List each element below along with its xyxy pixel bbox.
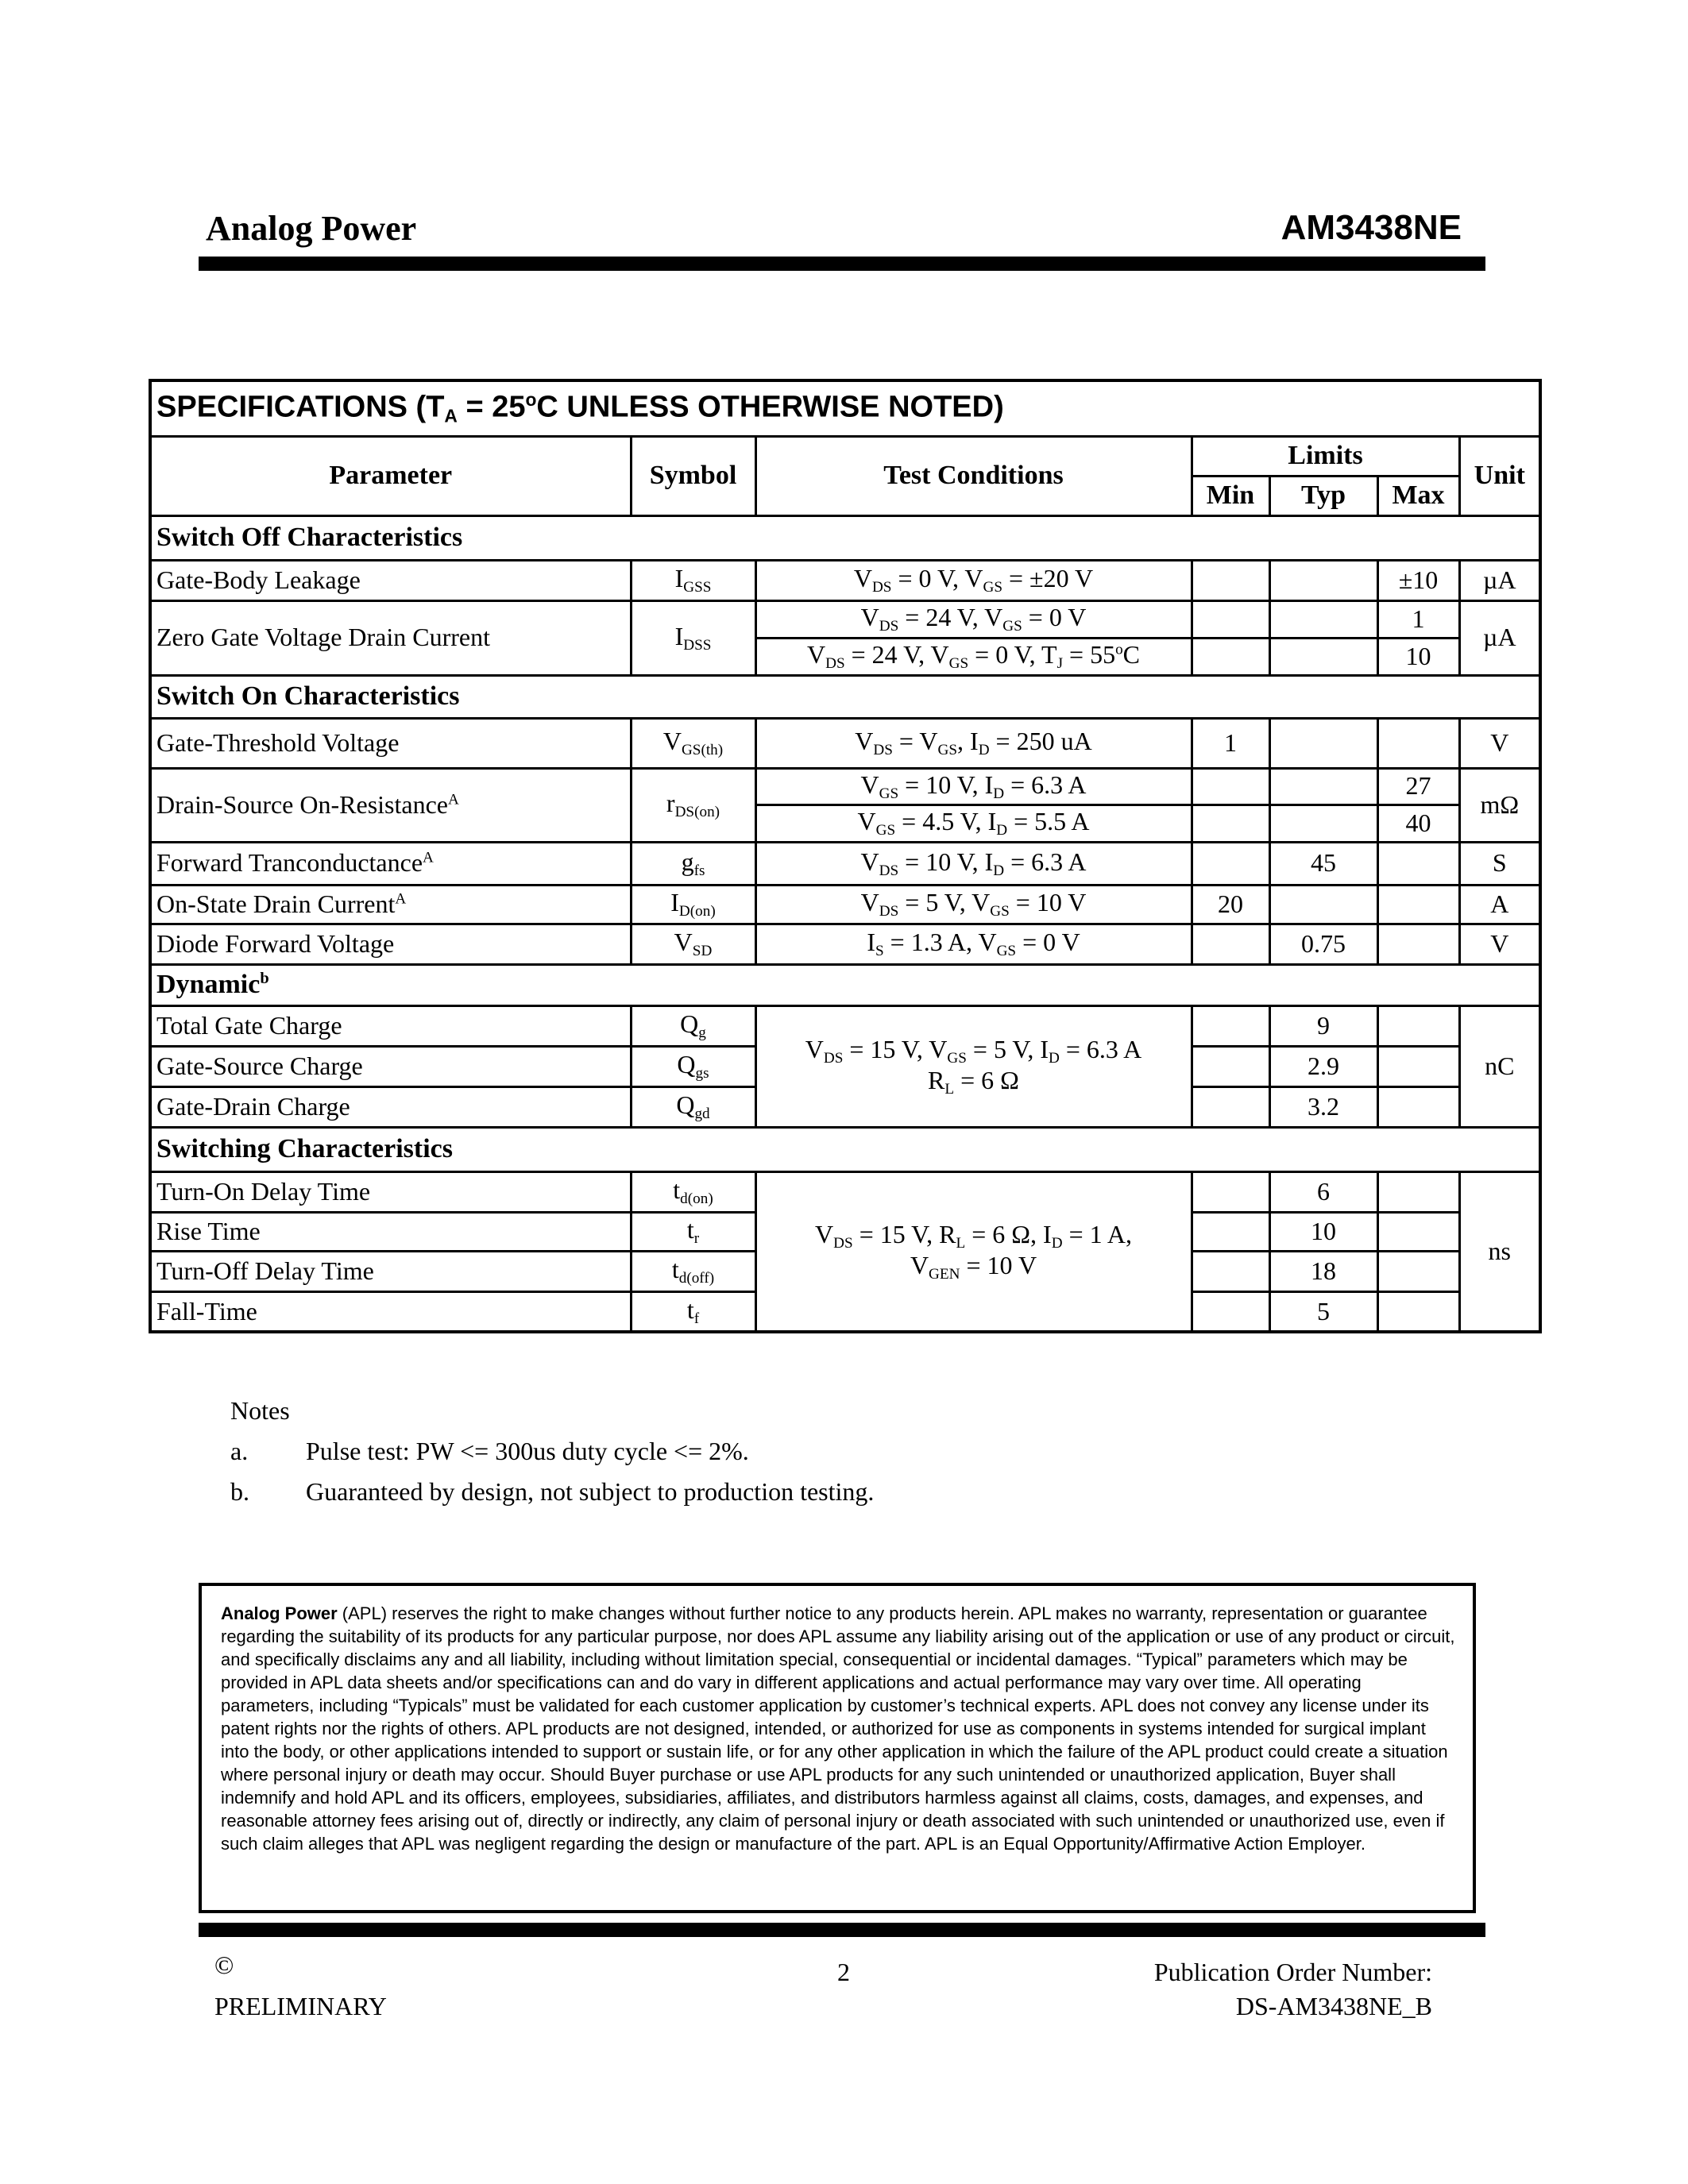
min xyxy=(1192,638,1269,675)
header-min: Min xyxy=(1192,476,1269,515)
text-segment: GS xyxy=(990,902,1010,920)
max xyxy=(1377,718,1459,768)
param xyxy=(150,560,631,600)
text-segment: I xyxy=(867,928,875,957)
text-segment: A xyxy=(447,791,459,808)
text-segment: C UNLESS OTHERWISE NOTED) xyxy=(536,391,1004,425)
min xyxy=(1192,768,1269,805)
typ xyxy=(1269,560,1377,600)
text-segment: t xyxy=(686,1215,694,1244)
text-segment: I xyxy=(674,621,684,650)
unit: ns xyxy=(1459,1171,1540,1332)
text-segment: GS xyxy=(1002,617,1022,635)
symbol xyxy=(631,842,755,885)
text-segment: gd xyxy=(694,1105,710,1122)
text-segment: Q xyxy=(677,1050,696,1079)
text-segment: DS xyxy=(823,1049,844,1067)
text-segment: = 6.3 A xyxy=(1059,1034,1142,1063)
symbol xyxy=(631,1005,755,1046)
symbol xyxy=(631,1251,755,1291)
text-segment: Gate-Source Charge xyxy=(156,1051,363,1080)
unit: S xyxy=(1459,842,1540,885)
text-segment: I xyxy=(670,888,679,917)
text-segment: t xyxy=(673,1175,681,1205)
conditions xyxy=(755,718,1192,768)
text-segment: = 6 Ω, I xyxy=(965,1219,1052,1248)
param xyxy=(150,1171,631,1212)
symbol xyxy=(631,768,755,842)
max xyxy=(1377,885,1459,924)
text-segment: S xyxy=(875,942,884,959)
text-segment: d(on) xyxy=(680,1190,713,1207)
text-segment: Forward Tranconductance xyxy=(156,848,423,878)
text-segment: Diode Forward Voltage xyxy=(156,928,395,958)
table-row xyxy=(150,1005,1540,1046)
text-segment: V xyxy=(860,770,879,799)
text-segment: Gate-Threshold Voltage xyxy=(156,727,400,757)
text-segment: DS xyxy=(873,741,893,758)
param xyxy=(150,1251,631,1291)
text-segment: GS xyxy=(996,942,1017,959)
text-segment: Turn-Off Delay Time xyxy=(156,1256,374,1285)
text-segment: o xyxy=(525,389,537,411)
text-segment: A xyxy=(444,405,458,426)
disclaimer-text: (APL) reserves the right to make changes without further notice to any products herein. APL makes no warranty, representation or guarantee regarding the suitability of its products for any particular purpose, nor does APL assume any liability arising out of the application or use of any product or circuit, and specifically disclaims any and all liability, including without limitation special, consequential or incidental damages. “Typical” parameters which may be provided in APL data sheets and/or specifications can and do vary in different applications and actual performance may vary over time. All operating parameters, including “Typicals” must be validated for each customer application by customer’s technical experts. APL does not convey any license under its patent rights nor the rights of others. APL products are not designed, intended, or authorized for use as components in systems intended for surgical implant into the body, or other applications intended to support or sustain life, or for any other application in which the failure of the APL product could create a situation where personal injury or death may occur. Should Buyer purchase or use APL products for any such unintended or unauthorized application, Buyer shall indemnify and hold APL and its officers, employees, subsidiaries, affiliates, and distributors harmless against all claims, costs, damages, and expenses, and reasonable attorney fees arising out of, directly or indirectly, any claim of personal injury or death associated with such unintended or unauthorized use, even if such claim alleges that APL was negligent regarding the design or manufacture of the part. APL is an Equal Opportunity/Affirmative Action Employer. xyxy=(221,1603,1455,1854)
text-segment: V xyxy=(815,1219,834,1248)
text-segment: Q xyxy=(680,1009,699,1039)
text-segment: = 15 V, R xyxy=(852,1219,956,1248)
min xyxy=(1192,1251,1269,1291)
text-segment: DSS xyxy=(683,636,712,654)
text-segment: = 6.3 A xyxy=(1004,847,1087,876)
header-parameter: Parameter xyxy=(150,436,631,515)
text-segment: On-State Drain Current xyxy=(156,889,396,918)
min xyxy=(1192,1086,1269,1127)
text-segment: R xyxy=(928,1065,945,1094)
text-segment: = 10 V, I xyxy=(898,770,994,799)
unit: V xyxy=(1459,924,1540,964)
text-segment: = 24 V, V xyxy=(898,603,1003,632)
table-row xyxy=(150,842,1540,885)
max xyxy=(1377,1171,1459,1212)
typ: 6 xyxy=(1269,1171,1377,1212)
text-segment: V xyxy=(910,1250,929,1279)
text-segment: t xyxy=(686,1295,694,1324)
note-label: b. xyxy=(230,1477,249,1506)
text-segment: J xyxy=(1056,654,1064,672)
specifications-table xyxy=(149,379,1542,1333)
min xyxy=(1192,1212,1269,1251)
text-segment: GS xyxy=(983,578,1002,596)
typ: 18 xyxy=(1269,1251,1377,1291)
text-segment: GEN xyxy=(929,1265,960,1283)
text-segment: Switching Characteristics xyxy=(156,1134,454,1164)
min xyxy=(1192,560,1269,600)
text-segment: V xyxy=(806,640,826,669)
text-segment: = 6 Ω xyxy=(954,1065,1019,1094)
symbol xyxy=(631,1086,755,1127)
status-label: PRELIMINARY xyxy=(214,1992,387,2020)
text-segment: V xyxy=(805,1034,824,1063)
text-segment: = 5 V, V xyxy=(898,888,991,917)
text-segment: = 25 xyxy=(457,391,526,425)
notes xyxy=(230,1396,874,1518)
min: 20 xyxy=(1192,885,1269,924)
text-segment: Switch On Characteristics xyxy=(156,681,460,712)
unit: nC xyxy=(1459,1005,1540,1127)
publication-number: DS-AM3438NE_B xyxy=(1235,1992,1432,2020)
text-segment: V xyxy=(855,727,874,756)
text-segment: Dynamic xyxy=(156,970,261,1000)
text-segment: Drain-Source On-Resistance xyxy=(156,789,448,819)
param xyxy=(150,1046,631,1086)
conditions xyxy=(755,600,1192,638)
brand-name: Analog Power xyxy=(206,209,417,248)
max: 10 xyxy=(1377,638,1459,675)
symbol xyxy=(631,1212,755,1251)
max: ±10 xyxy=(1377,560,1459,600)
unit: µA xyxy=(1459,560,1540,600)
text-segment: t xyxy=(671,1255,679,1284)
symbol xyxy=(631,1291,755,1332)
max xyxy=(1377,1212,1459,1251)
text-segment: g xyxy=(681,847,694,876)
note-text: Pulse test: PW <= 300us duty cycle <= 2%. xyxy=(306,1437,749,1465)
text-segment: GS(th) xyxy=(681,741,724,758)
symbol xyxy=(631,924,755,964)
conditions xyxy=(755,638,1192,675)
text-segment: V xyxy=(860,847,879,876)
text-segment: = 24 V, V xyxy=(844,640,949,669)
max xyxy=(1377,924,1459,964)
typ: 0.75 xyxy=(1269,924,1377,964)
text-segment: I xyxy=(674,564,684,593)
note-item xyxy=(230,1437,874,1477)
max xyxy=(1377,1086,1459,1127)
unit: µA xyxy=(1459,600,1540,675)
param xyxy=(150,885,631,924)
text-segment: , I xyxy=(957,727,979,756)
typ: 9 xyxy=(1269,1005,1377,1046)
symbol xyxy=(631,1171,755,1212)
table-row xyxy=(150,885,1540,924)
text-segment: DS xyxy=(879,902,899,920)
param xyxy=(150,1086,631,1127)
text-segment: V xyxy=(860,888,879,917)
typ: 3.2 xyxy=(1269,1086,1377,1127)
symbol xyxy=(631,560,755,600)
table-row xyxy=(150,1171,1540,1212)
header-symbol: Symbol xyxy=(631,436,755,515)
text-segment: DS xyxy=(833,1234,853,1252)
param xyxy=(150,600,631,675)
table-title xyxy=(150,380,1540,436)
symbol xyxy=(631,1046,755,1086)
text-segment: SD xyxy=(692,942,713,959)
param xyxy=(150,842,631,885)
text-segment: GS xyxy=(947,1049,967,1067)
text-segment: Gate-Body Leakage xyxy=(156,565,361,594)
text-segment: V xyxy=(662,727,682,756)
typ xyxy=(1269,600,1377,638)
table-row xyxy=(150,600,1540,638)
disclaimer-lead: Analog Power xyxy=(221,1603,338,1623)
min xyxy=(1192,1005,1269,1046)
text-segment: = 6.3 A xyxy=(1004,770,1087,799)
text-segment: Total Gate Charge xyxy=(156,1010,342,1040)
max xyxy=(1377,1005,1459,1046)
param xyxy=(150,1212,631,1251)
section-switch-on xyxy=(150,675,1540,718)
typ: 10 xyxy=(1269,1212,1377,1251)
header-limits: Limits xyxy=(1192,436,1459,476)
conditions xyxy=(755,842,1192,885)
typ xyxy=(1269,718,1377,768)
text-segment: DS xyxy=(825,654,845,672)
unit: mΩ xyxy=(1459,768,1540,842)
table-row xyxy=(150,924,1540,964)
text-segment: SPECIFICATIONS (T xyxy=(156,391,445,425)
text-segment: = 0 V, T xyxy=(968,640,1057,669)
symbol xyxy=(631,600,755,675)
text-segment: = 4.5 V, I xyxy=(895,807,997,836)
symbol xyxy=(631,718,755,768)
text-segment: D xyxy=(1051,1234,1063,1252)
text-segment: Q xyxy=(676,1090,695,1120)
text-segment: D xyxy=(1049,1049,1060,1067)
text-segment: DS xyxy=(879,862,899,879)
conditions xyxy=(755,885,1192,924)
typ xyxy=(1269,805,1377,842)
text-segment: D xyxy=(996,821,1008,839)
text-segment: Switch Off Characteristics xyxy=(156,523,463,553)
min xyxy=(1192,1046,1269,1086)
typ: 5 xyxy=(1269,1291,1377,1332)
note-label: a. xyxy=(230,1437,249,1465)
table-row xyxy=(150,718,1540,768)
text-segment: D xyxy=(993,785,1005,802)
min: 1 xyxy=(1192,718,1269,768)
text-segment: = 10 V, I xyxy=(898,847,994,876)
header-unit: Unit xyxy=(1459,436,1540,515)
unit: A xyxy=(1459,885,1540,924)
table-row xyxy=(150,768,1540,805)
text-segment: r xyxy=(666,789,675,818)
text-segment: V xyxy=(857,807,876,836)
text-segment: GS xyxy=(948,654,969,672)
text-segment: = 10 V xyxy=(960,1250,1037,1279)
text-segment: Rise Time xyxy=(156,1216,261,1245)
text-segment: A xyxy=(395,890,407,908)
text-segment: DS xyxy=(871,578,892,596)
text-segment: D(on) xyxy=(678,902,716,920)
text-segment: = 1.3 A, V xyxy=(883,928,997,957)
text-segment: GS xyxy=(875,821,896,839)
param xyxy=(150,1005,631,1046)
copyright-symbol: © xyxy=(214,1951,234,1979)
text-segment: L xyxy=(944,1080,955,1098)
text-segment: GSS xyxy=(683,578,712,596)
conditions xyxy=(755,805,1192,842)
text-segment: = 15 V, V xyxy=(843,1034,948,1063)
typ: 45 xyxy=(1269,842,1377,885)
text-segment: gs xyxy=(695,1064,709,1082)
text-segment: = 0 V xyxy=(1022,603,1087,632)
text-segment: fs xyxy=(693,862,705,879)
text-segment: V xyxy=(860,603,879,632)
text-segment: = 5 V, I xyxy=(966,1034,1049,1063)
param xyxy=(150,768,631,842)
part-number: AM3438NE xyxy=(1280,208,1462,247)
text-segment: D xyxy=(993,862,1005,879)
page-number: 2 xyxy=(837,1958,850,1986)
min xyxy=(1192,842,1269,885)
text-segment: Gate-Drain Charge xyxy=(156,1091,350,1121)
text-segment: f xyxy=(693,1310,700,1327)
text-segment: DS(on) xyxy=(674,803,720,820)
max xyxy=(1377,1291,1459,1332)
footer-rule xyxy=(199,1923,1485,1937)
text-segment: D xyxy=(978,741,990,758)
text-segment: Zero Gate Voltage Drain Current xyxy=(156,623,491,652)
conditions xyxy=(755,924,1192,964)
text-segment: = V xyxy=(892,727,938,756)
text-segment: L xyxy=(956,1234,966,1252)
notes-heading: Notes xyxy=(230,1396,290,1425)
section-switching xyxy=(150,1127,1540,1171)
symbol xyxy=(631,885,755,924)
typ xyxy=(1269,638,1377,675)
conditions xyxy=(755,1171,1192,1332)
note-text: Guaranteed by design, not subject to production testing. xyxy=(306,1477,875,1506)
unit: V xyxy=(1459,718,1540,768)
conditions xyxy=(755,768,1192,805)
max: 27 xyxy=(1377,768,1459,805)
text-segment: d(off) xyxy=(678,1269,715,1287)
header-test-conditions: Test Conditions xyxy=(755,436,1192,515)
param xyxy=(150,718,631,768)
max xyxy=(1377,1046,1459,1086)
min xyxy=(1192,1171,1269,1212)
disclaimer-box xyxy=(199,1583,1476,1913)
text-segment: = 250 uA xyxy=(989,727,1092,756)
min xyxy=(1192,924,1269,964)
text-segment: g xyxy=(698,1024,706,1041)
conditions xyxy=(755,560,1192,600)
publication-label: Publication Order Number: xyxy=(1153,1958,1432,1986)
text-segment: V xyxy=(674,928,693,957)
typ xyxy=(1269,885,1377,924)
text-segment: Turn-On Delay Time xyxy=(156,1176,371,1206)
text-segment: A xyxy=(423,849,434,866)
text-segment: C xyxy=(1122,640,1141,669)
header-max: Max xyxy=(1377,476,1459,515)
text-segment: = 0 V xyxy=(1016,928,1080,957)
text-segment: = 0 V, V xyxy=(891,564,983,593)
text-segment: = 55 xyxy=(1063,640,1116,669)
min xyxy=(1192,600,1269,638)
section-dynamic xyxy=(150,964,1540,1005)
text-segment: = ±20 V xyxy=(1002,564,1094,593)
param xyxy=(150,1291,631,1332)
note-item xyxy=(230,1477,874,1518)
section-switch-off xyxy=(150,515,1540,560)
text-segment: = 5.5 A xyxy=(1007,807,1090,836)
text-segment: DS xyxy=(879,617,899,635)
max xyxy=(1377,842,1459,885)
typ xyxy=(1269,768,1377,805)
max: 40 xyxy=(1377,805,1459,842)
table-row xyxy=(150,560,1540,600)
typ: 2.9 xyxy=(1269,1046,1377,1086)
text-segment: GS xyxy=(879,785,899,802)
min xyxy=(1192,805,1269,842)
text-segment: r xyxy=(693,1229,700,1247)
text-segment: o xyxy=(1115,641,1123,658)
param xyxy=(150,924,631,964)
text-segment: = 10 V xyxy=(1009,888,1087,917)
text-segment: b xyxy=(260,970,269,988)
min xyxy=(1192,1291,1269,1332)
text-segment: Fall-Time xyxy=(156,1296,257,1325)
header-rule xyxy=(199,257,1485,271)
text-segment: V xyxy=(853,564,872,593)
max: 1 xyxy=(1377,600,1459,638)
header-typ: Typ xyxy=(1269,476,1377,515)
text-segment: = 1 A, xyxy=(1062,1219,1132,1248)
conditions xyxy=(755,1005,1192,1127)
text-segment: GS xyxy=(937,741,958,758)
max xyxy=(1377,1251,1459,1291)
